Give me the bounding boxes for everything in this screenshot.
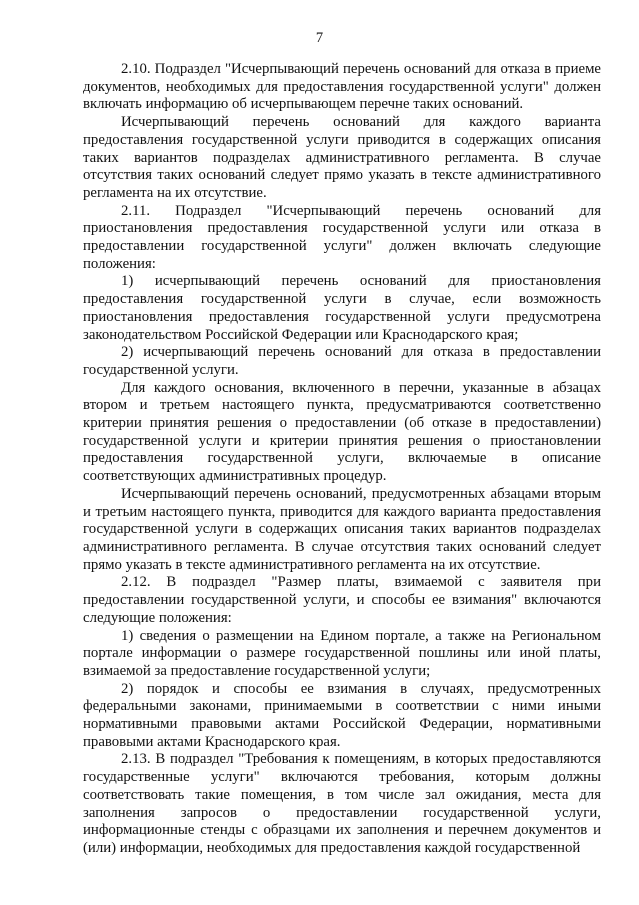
paragraph-2-11: 2.11. Подраздел "Исчерпывающий перечень оснований для приостановления предоставления государственной услуги или отказа в предоставлении государственной услуги" должен включать следующие положения: (83, 202, 601, 272)
paragraph-2-11-item-1: 1) исчерпывающий перечень оснований для приостановления предоставления государственной услуги в случае, если возможность приостановления предоставления государственной услуги предусмотрена законодательством Российской Федерации или Краснодарского края; (83, 273, 601, 343)
paragraph-2-12-item-2: 2) порядок и способы ее взимания в случаях, предусмотренных федеральными законами, принимаемыми в соответствии с ними иными нормативными правовыми актами Российской Федерации, нормативными правовыми актами Краснодарского края. (83, 680, 601, 750)
page-number: 7 (315, 30, 324, 46)
body-text (83, 61, 601, 858)
paragraph-2-10-grounds: Исчерпывающий перечень оснований для каждого варианта предоставления государственной услуги приводится в содержащих описания таких вариантов подразделах административного регламента. В случае отсутствия таких оснований следует прямо указать в тексте административного регламента на их отсутствие. (83, 114, 601, 201)
paragraph-2-13: 2.13. В подраздел "Требования к помещениям, в которых предоставляются государственные услуги" включаются требования, которым должны соответствовать такие помещения, в том числе зал ожидания, места для заполнения запросов о предоставлении государственной услуги, информационные стенды с образцами их заполнения и перечнем документов и (или) информации, необходимых для предоставления каждой государственной (83, 751, 601, 856)
paragraph-2-11-item-2: 2) исчерпывающий перечень оснований для отказа в предоставлении государственной услуги. (83, 344, 601, 378)
paragraph-2-12-item-1: 1) сведения о размещении на Едином портале, а также на Региональном портале информации о размере государственной пошлины или иной платы, взимаемой за предоставление государственной услуги; (83, 627, 601, 679)
paragraph-2-11-grounds: Исчерпывающий перечень оснований, предусмотренных абзацами вторым и третьим настоящего пункта, приводится для каждого варианта предоставления государственной услуги в содержащих описания таких вариантов подразделах административного регламента. В случае отсутствия таких оснований следует прямо указать в тексте административного регламента на их отсутствие. (83, 485, 601, 573)
paragraph-2-10: 2.10. Подраздел "Исчерпывающий перечень оснований для отказа в приеме документов, необходимых для предоставления государственной услуги" должен включать информацию об исчерпывающем перечне таких оснований. (83, 61, 601, 113)
paragraph-2-11-criteria: Для каждого основания, включенного в перечни, указанные в абзацах втором и третьем настоящего пункта, предусматриваются соответственно критерии принятия решения о предоставлении (об отказе в предоставлении) государственной услуги и критерии принятия решения о приостановлении предоставления государственной услуги, включаемые в описание соответствующих административных процедур. (83, 379, 601, 485)
paragraph-2-12: 2.12. В подраздел "Размер платы, взимаемой с заявителя при предоставлении государственной услуги, и способы ее взимания" включаются следующие положения: (83, 574, 601, 626)
